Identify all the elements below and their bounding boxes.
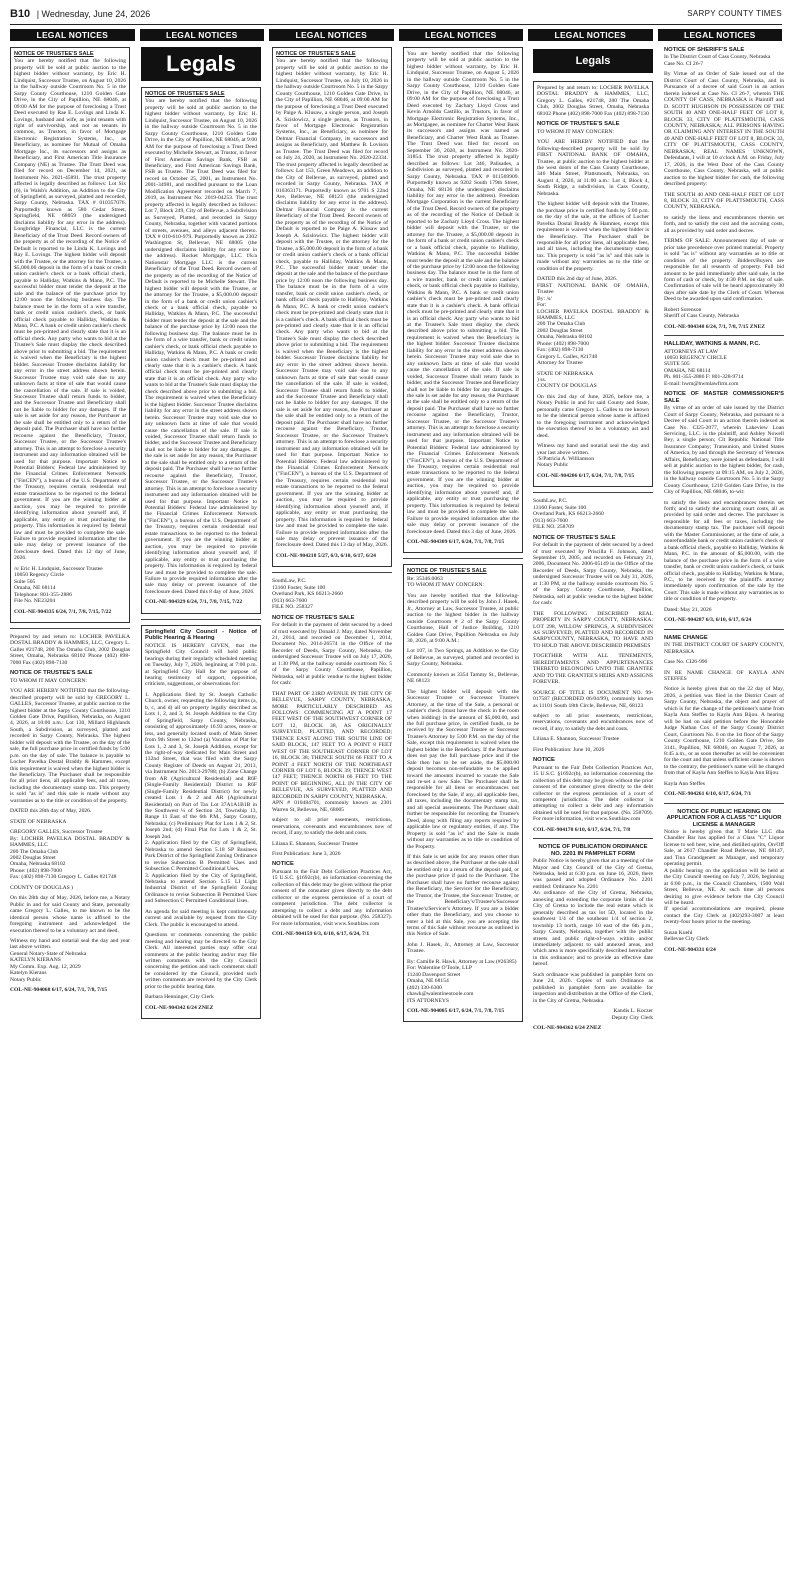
notice-acknowledgment: On this 28th day of May, 2026, before me, a Notary Public in and for said County and State, personally came Gregory L. Galles, to me known to be the identical person whose name is affixed to the foregoing instrument and acknowledged the execution thereof to be a voluntary act and deed.	[10, 895, 130, 934]
legals-banner-small: Legals	[533, 49, 653, 73]
notice-title: NOTICE OF TRUSTEE'S SALE	[533, 534, 616, 541]
notice-fdcpa: Pursuant to the Fair Debt Collection Practices Act, 15 U.S.C. §1692c(b), no information concerning the collection of this debt may be given without the prior consent of the consumer given directly to the debt collector or the express permission of a court of competent jurisdiction. The debt collector is attempting to collect a debt and any information obtained will be used for that purpose. (No. 258327). For more information, visit www.Southlaw.com	[272, 868, 392, 927]
notice-title: NAME CHANGE	[664, 634, 708, 641]
divider	[533, 838, 653, 839]
notice-witness: Witness my hand and notarial seal the day and year last above written. /S/Patricia A. Williamson Notary Public	[537, 443, 649, 469]
notice-code: COL-NE-904331 6/24	[664, 946, 716, 953]
notice-body: For default in the payment of debt secured by a deed of trust executed by Priscilla F. Johnson, dated September 19, 2005, and recorded on February 21, 2006, Document No. 2006-05149 in the Office of the Recorder of Deeds, Sarpy County, Nebraska, the undersigned Successor Trustee will on July 31, 2026, at 1:30 PM, at the hallway outside courtroom No. 5 of the Sarpy County Courthouse, Papillion, Nebraska, sell at public vendue to the highest bidder for cash:	[533, 542, 653, 607]
notice-terms: TERMS OF SALE: Announcement day of sale or prior take precedence over printed material. Property is sold "as is" without any warranties as to title or condition of the property. Bidders/Buyers are responsible for all research of property. Full bid amount to be paid immediately after said sale, in the form of cash or check, by 4:30 P.M. on day of sale. Confirmation of sale will be heard approximately 30 days after sale date by the Clerk of Court. Whereas Deed to be awarded upon said confirmation.	[664, 238, 784, 303]
notice-intro: Prepared by and return to: LOCHER PAVELKA DOSTAL BRADDY & HAMMES, LLC, Gregory L. Galles #21748, 200 The Omaha Club, 2002 Douglas Street, Omaha, Nebraska 68102 Phone (402) 898-7000 Fax (402) 898-7130	[10, 633, 130, 666]
newspaper-name: SARPY COUNTY TIMES	[687, 9, 782, 18]
notice-to: TO WHOM IT MAY CONCERN:	[537, 128, 614, 135]
notice-title: Springfield City Council - Notice of Public Hearing & Hearing	[145, 628, 257, 642]
notice-title: NOTICE OF MASTER COMMISSIONER'S SALE	[664, 391, 784, 404]
notice-set-aside: If this Sale is set aside for any reason other than as described above, the Purchaser at the sale shall be entitled only to a return of the deposit paid, or the purchase price if paid to the Purchaser. The Purchaser shall have no further recourse against the Beneficiary, the Servicer for the Beneficiary, the Trustor, the Trustee, the Successor Trustee, or the Beneficiary's/Trustee's/Successor Trustee's/Servicer's Attorney. If you are a bidder other than the Beneficiary, and you choose to enter a bid at this Sale, you are accepting the terms of this Sale without recourse as outlined in this Notice of Sale.	[407, 854, 519, 938]
divider	[403, 558, 523, 559]
notice-title: NOTICE OF TRUSTEE'S SALE	[537, 121, 620, 128]
notice-body: By Virtue of an Order of Sale issued out of the District Court of Cass County, Nebraska, and in Pursuance of a decree of said Court in an action therein indexed at Case No. CI 26-7, wherein THE COUNTY OF CASS, NEBRASKA is Plaintiff and D. SCOTT HUGHSON IN POSSESSION OF THE SOUTH 40 AND ONE-HALF FEET OF LOT 8, BLOCK 33, CITY OF PLATTSMOUTH, CASS COUNTY, NEBRASKA; ALL PERSONS HAVING OR CLAIMING ANY INTEREST IN THE SOUTH 40 AND ONE-HALF FEET OF LOT 8, BLOCK 33, CITY OF PLATTSMOUTH, CASS COUNTY, NEBRASKA; REAL NAMES UNKNOWN, Defendants, I will at 10 o'clock A.M. on Friday, July 17, 2026, in the West Door of the Cass County Courthouse, Cass County, Nebraska, sell at public auction to the highest bidder for cash, the following described property:	[664, 71, 784, 188]
notice-case: Case No. CI26-996	[664, 659, 708, 666]
notice-pamphlet: Such ordinance was published in pamphlet form on June 24, 2026. Copies of such Ordinance as published in pamphlet form are available for inspection and distribution at the Office of the Clerk, in the City of Gretna, Nebraska.	[533, 971, 653, 1004]
notice-questions: Questions or comments concerning the public meeting and hearing may be directed to the City Clerk. All interested parties may offer oral comments at the public hearing and/or may file written comments with the City Council concerning the petition and such comments shall be considered by the Council, provided such written comments are received by the City Clerk prior to the public hearing date.	[145, 932, 257, 990]
notice-dated: Dated: May 21, 2026	[664, 606, 712, 613]
notice-body: YOU ARE HEREBY NOTIFIED that the following-described property will be sold by FIRST NATIONAL BANK OF OMAHA, Trustee, at public auction to the highest bidder at the west doors of the Cass County Courthouse, 346 Main Street, Plattsmouth, Nebraska, on August 4, 2026, at 11:00 a.m.: Lot 4, Block 4, South Ridge, a subdivision, in Cass County, Nebraska.	[537, 139, 649, 197]
notice-trustee-sale-cross	[403, 47, 523, 553]
notice-code: COL-NE-904068 6/17, 6/24, 7/1, 7/8, 7/15	[10, 987, 108, 994]
notice-satisfy: to satisfy the liens and encumbrances therein set forth; and to satisfy the accruing court costs, all as provided by said order and decree. The purchaser is responsible for all fees or taxes, including the documentary stamp tax. The purchaser will deposit with the Master Commissioner, at the time of sale, a nonrefundable bank or credit union cashier's check or a bank official check, payable to Halliday, Watkins & Mann, P.C. in the amount of $5,000.00, with the balance of the purchase price in the form of a wire transfer, bank or credit union cashier's check, or bank official check, payable to Halliday, Watkins & Mann, P.C., to be received by the plaintiff's attorney immediately upon confirmation of the sale by the Court. This sale is made without any warranties as to title or condition of the property.	[664, 499, 784, 603]
legals-banner: Legals	[141, 47, 261, 81]
notice-body: For default in the payment of debt secured by a deed of trust executed by Donald J. May, dated November 21, 2014, and recorded on December 1, 2014, Document No. 2014-26574 in the Office of the Recorder of Deeds, Sarpy County, Nebraska, the undersigned Successor Trustee will on July 17, 2026, at 1:30 PM, at the hallway outside courtroom No. 5 of the Sarpy County Courthouse, Papillion, Nebraska, sell at public vendue to the highest bidder for cash:	[272, 622, 392, 687]
notice-subtitle: NOTICE	[272, 861, 294, 868]
notice-body: Notice is hereby given that on the 22 day of May, 2026, a petition was filed in the District Court of Sarpy County, Nebraska, the object and prayer of which is for the change of the petitioner's name from Kayla Ann Steffes to Kayla Ann Bijou. A hearing will be had on said petition before the Honorable Judge Nathan Cox of the Sarpy County District Court, Courtroom No. 6 on the 1st floor of the Sarpy County Courthouse, 1210 Golden Gate Drive, Ste 3141, Papillion, NE 68046, on August 7, 2026, at 8:45 a.m., or as soon thereafter as will be convenient for the court and that unless sufficient cause is shown to the contrary, the petitioner's name will be changed from that of Kayla Ann Steffes to Kayla Ann Bijou.	[664, 686, 784, 777]
notice-body: Notice is hereby given that T Marie LLC dba Chandler Bar has applied for a Class "C" Liquor license to sell beer, wine, and distilled spirits, On/Off Sale, at 2617 Chandler Road Bellevue, NE 68147, and Tina Grandgenett as Manager, and temporary operating permit. A public hearing on the application will be held at the City Council meeting on July 7, 2026, beginning at 6:00 p.m., in the Council Chambers, 1500 Wall Street, Bellevue, NE. At such time all persons desiring to give evidence before the City Council will be heard. If special accommodations are required, please contact the City Clerk at (402)293-3007 at least twenty-four hours prior to the meeting.	[664, 829, 784, 926]
notice-ordinance-2201	[533, 844, 653, 1031]
notice-subject: subject to all prior easements, restrictions, reservations, covenants and encumbrances now of record, if any, to satisfy the debt and costs.	[533, 712, 653, 732]
notice-agenda: An agenda for said meeting is kept continuously current and available by request from the City Clerk. The public is encouraged to attend.	[145, 908, 257, 928]
notice-signature: Susan Kuehl Bellevue City Clerk	[664, 929, 709, 943]
notice-code: COL-NE-904261 6/10, 6/17, 6/24, 7/1	[664, 791, 752, 798]
notice-dated: DATED this 28th day of May, 2026.	[10, 808, 92, 815]
notice-legal-description: THAT PART OF 23RD AVENUE IN THE CITY OF BELLEVUE, SARPY COUNTY, NEBRASKA, MORE PARTICULARLY DESCRIBED AS FOLLOWS: COMMENCING AT A POINT 17 FEET WEST OF THE SOUTHWEST CORNER OF LOT 12, BLOCK 38, AS ORIGINALLY SURVEYED, PLATTED, AND RECORDED; THENCE EAST ALONG THE SOUTH LINE OF SAID BLOCK, 147 FEET TO A POINT 8 FEET WEST OF THE SOUTHEAST CORNER OF LOT 16, BLOCK 38; THENCE SOUTH 66 FEET TO A POINT 4 FEET NORTH OF THE NORTHEAST CORNER OF LOT 6, BLOCK 39; THENCE WEST 147 FEET; THENCE NORTH 66 FEET TO THE POINT OF BEGINNING, ALL IN THE CITY OF BELLEVUE, AS SURVEYED, PLATTED AND RECORDED IN SARPY COUNTY, NEBRASKA. APN # 010484701, commonly known as 2301 Warren St, Bellevue, NE, 68005	[272, 690, 392, 813]
section-bar-3: LEGAL NOTICES	[269, 29, 394, 41]
notice-terms: The highest bidder will deposit with the Successor Trustee or Successor Trustee's Attorney, at the time of the Sale, a personal or cashier's check (must have the check in the room when bidding) in the amount of $5,000.00, and the full purchase price, in certified funds, to be received by the Successor Trustee or Successor Trustee's Attorney by 5:00 P.M. on the day of the Sale, except this requirement is waived when the highest bidder is the Beneficiary. If the Purchaser does not pay the full purchase price and if the Sale then has to be set aside, the $5,000.00 deposit becomes non-refundable to be applied toward the amounts incurred to vacate the Sale and re-set a new Sale. The Purchaser shall be responsible for all liens or encumbrances not foreclosed by the Sale, if any, all applicable fees, all taxes, including the documentary stamp tax, and all special assessments. The Purchaser shall further be responsible for recording the Trustee's Deed, along with filing any reports required by applicable law or regulatory entities, if any. The Property is sold "as is" and the Sale is made without any warranties as to title or condition of the Property.	[407, 688, 519, 850]
column-3	[272, 47, 392, 1572]
notice-acknowledgment: On this 2nd day of June, 2026, before me, a Notary Public in and for said County and State, personally came Gregory L. Galles to me known to be the identical person whose name is affixed to the foregoing instrument and acknowledged the execution thereof to be a voluntary act and deed.	[537, 393, 649, 439]
divider	[664, 335, 784, 336]
notice-springfield-hearing	[141, 625, 261, 1019]
column-1	[10, 47, 130, 1572]
notice-witness: Witness my hand and notarial seal the day and year last above written. General Notary-State of Nebraska KATELYN KIERANS My Comm. Exp. Aug. 12, 2029 Katelyn Kierans Notary Public	[10, 938, 130, 983]
notice-title: NOTICE OF TRUSTEE'S SALE	[145, 91, 225, 97]
notice-body: YOU ARE HEREBY NOTIFIED that the following-described property will be sold by GREGORY L. GALLES, Successor Trustee, at public auction to the highest bidder at the Sarpy County Courthouse, 1210 Golden Gate Drive, Papillion, Nebraska, on August 4, 2026, at 10:00 a.m.: Lot 130, Millard Highlands South, a Subdivision, as surveyed, platted and recorded in Sarpy County, Nebraska. The highest bidder will deposit with the Trustee, on the day of the sale, the full purchase price in certified funds by 5:00 p.m. on the day of sale. The balance is payable to Locher Pavelka Dostal Braddy & Hammes, except this requirement is waived when the highest bidder is the Beneficiary. The Purchaser shall be responsible for all prior liens, all applicable fees, and all taxes, including the documentary stamp tax. This property is sold "as is" and this sale is made without any warranties as to the title or condition of the property.	[10, 688, 130, 804]
notice-code: COL-NE-904335 6/24, 7/1, 7/8, 7/15, 7/22	[14, 608, 112, 615]
section-bar-1: LEGAL NOTICES	[10, 29, 135, 41]
notice-signature: Barbara Henninger, City Clerk	[145, 994, 214, 1001]
notice-fdcpa: Pursuant to the Fair Debt Collection Practices Act, 15 U.S.C. §1692c(b), no information concerning the collection of this debt may be given without the prior consent of the consumer given directly to the debt collector or the express permission of a court of competent jurisdiction. The debt collector is attempting to collect a debt and any information obtained will be used for that purpose. (No. 258709). For more information, visit www.Southlaw.com	[533, 764, 653, 823]
notice-signature: Robert Sorenson Sheriff of Cass County, Nebraska	[664, 306, 739, 320]
firm-address: ATTORNEYS AT LAW 10050 REGENCY CIRCLE SUITE 505 OMAHA, NE 68114 Ph. 801-355-2886 F: 801-328-9714 E-mail: hwm@hwmlawfirm.com	[664, 348, 744, 387]
notice-terms: The highest bidder will deposit with the Trustee, the purchase price in certified funds by 5:00 p.m. on the day of the sale, at the offices of Locher Pavelka Dostal Braddy & Hammes, except this requirement is waived when the highest bidder is the Beneficiary. The Purchaser shall be responsible for all prior liens, all applicable fees, and all taxes, including the documentary stamp tax. This property is sold "as is" and this sale is made without any warranties as to the title or condition of the property.	[537, 201, 649, 272]
notice-signature: /s/ Eric H. Lindquist, Successor Trustee 10050 Regency Circle Suite 505 Omaha, NE 68114 Telephone: 801-355-2886 File No. NE23204	[14, 565, 103, 605]
notice-state: STATE OF NEBRASKA ) ss. COUNTY OF DOUGLAS	[537, 370, 597, 390]
notice-trustee-sale-stewart	[141, 87, 261, 614]
section-bar-5: LEGAL NOTICES	[528, 29, 653, 41]
notice-court: IN THE DISTRICT COURT OF SARPY COUNTY, NEBRASKA	[664, 642, 784, 655]
column-4	[403, 47, 523, 1572]
column-5	[533, 47, 653, 1572]
notice-body: You are hereby notified that the following property will be sold at public auction to the highest bidder without warranty, by Eric H. Lindquist, Successor Trustee, on August 10, 2026 in the hallway outside Courtroom No. 5 in the Sarpy County Courthouse, 1210 Golden Gate Drive, in the City of Papillion, NE 68046, at 9:00 AM for the purpose of foreclosing a Trust Deed executed by Michelle Stewart, as Trustor, in favor of First American Savings Bank, FSB as Beneficiary, and First American Savings Bank, FSB as Trustee. The Trust Deed was filed for record on October 25, 2001, as Instrument No. 2001-34981, and modified pursuant to the Loan Modification Agreement recorded on March 7, 2019, as Instrument No. 2019-04253. The trust property affected is legally described as follows: Lot 7, Block 249, City of Bellevue, a Subdivision as Surveyed, Platted, and recorded in Sarpy County, Nebraska, together with vacated portions of streets, avenues, and alleys adjacent thereto. TAX # 010-610-979. Purportedly known as 2302 Washington St, Bellevue, NE 68005 (the undersigned disclaims liability for any error in the address). Rocket Mortgage, LLC f/k/a Nationstar Mortgage LLC is the current Beneficiary of the Trust Deed. Record owners of the property as of the recording of the Notice of Default is reported to be Michelle Stewart. The highest bidder will deposit with the Trustee, or the attorney for the Trustee, a $5,000.00 deposit in the form of a bank or credit union cashier's check or a bank official check, payable to Halliday, Watkins & Mann, P.C. The successful bidder must tender the deposit at the sale and the balance of the purchase price by 12:00 noon the following business day. The balance must be in the form of a wire transfer, bank or credit union cashier's check, or bank official check payable to Halliday, Watkins & Mann, P.C. A bank or credit union cashier's check must be pre-printed and clearly state that it is a cashier's check. A bank official check must be pre-printed and clearly state that it is an official check. Any party who wants to bid at the Trustee's Sale must display the check described above prior to submitting a bid. The requirement is waived when the Beneficiary is the highest bidder. Successor Trustee disclaims liability for any error in the street address shown herein. Successor Trustee may void sale due to any unknown facts at time of sale that would cause the cancellation of the sale. If sale is voided, Successor Trustee shall return funds to bidder, and the Successor Trustee and Beneficiary shall not be liable to bidder for any damages. If the sale is set aside for any reason, the Purchaser at the sale shall be entitled only to a return of the deposit paid. The Purchaser shall have no further recourse against the Beneficiary, Trustor, Successor Trustee, or the Successor Trustee's attorney. This is an attempt to foreclose a security instrument and any information obtained will be used for that purpose. Important Notice to Potential Bidders: Federal law administered by the Financial Crimes Enforcement Network ("FinCEN"), a bureau of the U.S. Department of the Treasury, requires certain residential real estate transactions to be reported to the federal government. If you are the winning bidder at auction, you may be required to provide identifying information about yourself and, if applicable, any entity or trust purchasing the property. This information is required by federal law and must be provided to complete the sale. Failure to provide required information after the sale may delay or prevent issuance of the foreclosure deed. Dated this 8 day of June, 2026.	[145, 98, 257, 595]
column-2	[141, 47, 261, 1572]
notice-items: 1. Applications filed by St. Joseph Catholic Church, owner, requesting the following items (a, b, c, and d) all on property legally described as Lots 1, 2, and 3, St. Joseph Addition to the City of Springfield, Sarpy County, Nebraska, consisting of approximately 16.93 acres, more or less, and generally located south of Main Street from 9th Street to 132nd (a) Vacation of Plat for Lots 1, 2 and 3, St. Joseph Addition, except for the right-of-way dedicated for Main Street and 132nd Street, that was filed with the Sarpy County Register of Deeds on August 21, 2013, via Instrument No. 2013-29788; (b) Zone Change from AR (Agricultural Residential) and R6F (Single-Family Residential) District to R6F (Single-Family Residential District) for newly created Lots 1 & 2 and AR (Agricultural Residential) on Part of Tax Lot 37A1A1B1B in the Southwest ¼ of Section 24, Township 13, Range 11 East of the 6th P.M., Sarpy County, Nebraska; (c) Preliminary Plat for Lots 1 & 2, St. Joseph 2nd; (d) Final Plat for Lots 1 & 2, St. Joseph 2nd. 2. Application filed by the City of Springfield, Nebraska to amend Section 5.18 SP Business Park District of the Springfield Zoning Ordinance to revise Subsection B Permitted Uses and Subsection C Permitted Conditional Uses. 3. Application filed by the City of Springfield, Nebraska to amend Section 5.15 LI Light Industrial District of the Springfield Zoning Ordinance to revise Subsection B Permitted Uses and Subsection C Permitted Conditional Uses.	[145, 691, 257, 905]
notice-title: NOTICE OF TRUSTEE'S SALE	[276, 51, 356, 57]
notice-body: Public Notice is hereby given that at a meeting of the Mayor and City Council of the City of Gretna, Nebraska, held at 6:30 p.m. on June 16, 2026, there was passed and adopted Ordinance No. 2201 entitled: Ordinance No. 2201 An ordinance of the City of Gretna, Nebraska, annexing and extending the corporate limits of the City of Gretna to include the real estate which is generally described as tax lot 5D, located in the southwest 1/4 of the southeast 1/4 of section 2, township 13 north, range 10 east of the 6th p.m., Sarpy County, Nebraska, together with the public streets and public right-of-ways within and/or immediately adjacent to said annexed areas, and which area is more specifically described hereinafter in this ordinance; and to provide an effective date hereof.	[533, 858, 653, 968]
notice-re: IN RE NAME CHANGE OF KAYLA ANN STEFFES	[664, 669, 784, 682]
section-bar-4: LEGAL NOTICES	[399, 29, 524, 41]
notice-code: COL-NE-904005 6/17, 6/24, 7/1, 7/8, 7/15	[407, 1007, 505, 1014]
notice-header: In The District Court of Cass County, Nebraska Case No. CI 26-7	[664, 54, 771, 67]
notice-signature: Liliana E. Shannon, Successor Trustee	[272, 840, 359, 847]
notice-legal-description: THE FOLLOWING DESCRIBED REAL PROPERTY IN SARPY COUNTY, NEBRASKA: LOT 298, WILLOW SPRINGS, A SUBDIVISION AS SURVEYED, PLATTED AND RECORDED IN SARPYCOUNTY, NEBRASKA, TO HAVE AND TO HOLD THE ABOVE DESCRIBED PREMISES	[533, 610, 653, 649]
divider	[533, 492, 653, 493]
notice-sheriff-sale	[664, 47, 784, 330]
notice-title: NOTICE OF PUBLICATION ORDINANCE NO. 2201 IN PAMPHLET FORM	[538, 844, 648, 857]
notice-publication: First Publication: June 10, 2026	[533, 746, 605, 753]
notice-signature: GREGORY GALLES, Successor Trustee By: LOCHER PAVELKA DOSTAL BRADDY & HAMMES, LLC 200 The Omaha Club 2002 Douglas Street Omaha, Nebraska 68102 Phone: (402) 898-7000 Fax: (402) 898-7130 Gregory L. Galles #21748	[10, 829, 130, 881]
notice-known-as: Commonly known as 3354 Tammy St., Bellevue, NE 68123	[407, 671, 519, 685]
notice-liquor-license	[664, 809, 784, 954]
notice-signature: John J. Hasek, Jr., Attorney at Law, Successor Trustee.	[407, 941, 519, 955]
divider	[141, 619, 261, 620]
section-bars	[10, 29, 782, 41]
notice-title: NOTICE OF TRUSTEE'S SALE	[10, 670, 93, 677]
notice-subject: subject to all prior easements, restrictions, reservations, covenants and encumbrances now of record, if any, to satisfy the debt and costs.	[272, 817, 392, 837]
notice-southlaw-258327	[272, 578, 392, 937]
notice-dated: DATED this 2nd day of June, 2026. FIRST NATIONAL BANK OF OMAHA, Trustee By: /s/ For: LOCHER PAVELKA DOSTAL BRADDY & HAMMES, LLC 200 The Omaha Club 2002 Douglas Street Omaha, Nebraska 68102 Phone: (402) 898-7000 Fax: (402) 898-7130 Gregory L. Galles, #21748 Attorney for Trustee	[537, 276, 649, 367]
notice-header: SouthLaw, P.C. 13160 Foster, Suite 100 Overland Park, KS 66213-2660 (913) 663-7600 FILE NO. 258327	[272, 578, 343, 611]
notice-county: COUNTY OF DOUGLAS )	[10, 884, 74, 891]
notice-code: COL-NE-904309 6/17, 6/24, 7/1, 7/8, 7/15	[407, 538, 505, 545]
firm-name: HALLIDAY, WATKINS & MANN, P.C.	[664, 341, 761, 348]
column-6	[664, 47, 784, 1572]
notice-title: NOTICE OF TRUSTEE'S SALE	[407, 568, 487, 575]
notice-body: You are hereby notified that the following property will be sold at public auction to the highest bidder without warranty, by Eric H. Lindquist, Successor Trustee, on August 5, 2026 in the hallway outside Courtroom No. 5 in the Sarpy County Courthouse, 1210 Golden Gate Drive, in the City of Papillion, NE 68046, at 09:00 AM for the purpose of foreclosing a Trust Deed executed by Zachary Lloyd Cross and Kevin Arnoldo Castillo, as Trustors, in favor of Mortgage Electronic Registration Systems, Inc., as Mortgagee, as nominee for Charter West Bank its successors and assigns was named as Beneficiary, and Charter West Bank as Trustee. The Trust Deed was filed for record on September 30, 2020, as Instrument No. 2020-31854. The trust property affected is legally described as follows: Lot 346, Palisades, a Subdivision as surveyed, platted and recorded in Sarpy County, Nebraska. TAX # 011569909. Purportedly known as 9202 South 179th Street, Omaha, NE 68136 (the undersigned disclaims liability for any error in the address). Freedom Mortgage Corporation is the current Beneficiary of the Trust Deed. Record owners of the property as of the recording of the Notice of Default is reported to be Zachary Lloyd Cross. The highest bidder will deposit with the Trustee, or the attorney for the Trustee, a $5,000.00 deposit in the form of a bank or credit union cashier's check or a bank official check, payable to Halliday, Watkins & Mann, P.C. The successful bidder must tender the deposit at the sale and the balance of the purchase price by 12:00 noon the following business day. The balance must be in the form of a wire transfer, bank or credit union cashier's check, or bank official check payable to Halliday, Watkins & Mann, P.C. A bank or credit union cashier's check must be pre-printed and clearly state that it is a cashier's check. A bank official check must be pre-printed and clearly state that it is an official check. Any party who wants to bid at the Trustee's Sale must display the check described above prior to submitting a bid. The requirement is waived when the Beneficiary is the highest bidder. Successor Trustee disclaims liability for any error in the street address shown herein. Successor Trustee may void sale due to any unknown facts at time of sale that would cause the cancellation of the sale. If sale is voided, Successor Trustee shall return funds to bidder, and the Successor Trustee and Beneficiary shall not be liable to bidder for any damages. If the sale is set aside for any reason, the Purchaser at the sale shall be entitled only to a return of the deposit paid. The Purchaser shall have no further recourse against the Beneficiary, Trustor, Successor Trustee, or the Successor Trustee's attorney. This is an attempt to foreclose a security instrument and any information obtained will be used for that purpose. Important Notice to Potential Bidders: Federal law administered by the Financial Crimes Enforcement Network ("FinCEN"), a bureau of the U.S. Department of the Treasury, requires certain residential real estate transactions to be reported to the federal government. If you are the winning bidder at auction, you may be required to provide identifying information about yourself and, if applicable, any entity or trust purchasing the property. This information is required by federal law and must be provided to complete the sale. Failure to provide required information after the sale may delay or prevent issuance of the foreclosure deed. Dated this 3 day of June, 2026.	[407, 51, 519, 535]
section-bar-6: LEGAL NOTICES	[658, 29, 783, 41]
page-date: | Wednesday, June 24, 2026	[36, 9, 151, 19]
notice-body: By virtue of an order of sale issued by the District Court of Sarpy County, Nebraska, and pursuant to a Decree of said Court in an action therein indexed as Case No. CI25-2077, wherein Lakeview Loan Servicing, LLC. is the plaintiff, and Ashley Nowell Bey, a single person; Clt Republic National Title Insurance Company; Transunion, and United States of America, by and through the Secretary of Veterans Affairs, Beneficiary, were joined as defendants, I will sell at public auction to the highest bidder, for cash, the following property at 09:15 AM, on July 2, 2026, in the hallway outside Courtroom No. 5 in the Sarpy County Courthouse, 1210 Golden Gate Drive, in the City of Papillion, NE 68046, to-wit:	[664, 405, 784, 496]
notice-state: STATE OF NEBRASKA	[10, 818, 67, 825]
divider	[664, 629, 784, 630]
notice-body: You are hereby notified that the following property will be sold at public auction to the highest bidder without warranty, by Eric H. Lindquist, Successor Trustee, on August 10, 2026 in the hallway outside Courtroom No. 5 in the Sarpy County Courthouse, 1210 Golden Gate Drive, in the City of Papillion, NE 68046, at 09:00 AM for the purpose of foreclosing a Trust Deed executed by Rae E. Lovings and Linda K. Lovings, husband and wife, as joint tenants with right of survivorship, and not as tenants in common, as Trustors, in favor of Mortgage Electronic Registration Systems, Inc., as Beneficiary, as nominee for Mutual of Omaha Mortgage Inc., its successors and assigns as Beneficiary, and First American Title Insurance Company (NE) as Trustee. The Trust Deed was filed for record on December 14, 2021, as Instrument No. 2021-45891. The trust property affected is legally described as follows: Lot Six (6), in Walsh's Addition, an Addition to the City of Springfield, as surveyed, platted and recorded, Sarpy County, Nebraska. TAX # 010357076. Purportedly known as 580 Cedar Street, Springfield, NE 68059 (the undersigned disclaims liability for any error in the address). Longbridge Financial, LLC is the current Beneficiary of the Trust Deed. Record owners of the property as of the recording of the Notice of Default is reported to be Linda K. Lovings and Ray E. Lovings. The highest bidder will deposit with the Trustee, or the attorney for the Trustee, a $5,000.00 deposit in the form of a bank or credit union cashier's check or a bank official check, payable to Halliday, Watkins & Mann, P.C. The successful bidder must tender the deposit at the sale and the balance of the purchase price by 12:00 noon the following business day. The balance must be in the form of a wire transfer, bank or credit union cashier's check, or bank official check payable to Halliday, Watkins & Mann, P.C. A bank or credit union cashier's check must be pre-printed and clearly state that it is an official check. Any party who wants to bid at the Trustee's Sale must display the check described above prior to submitting a bid. The requirement is waived when the Beneficiary is the highest bidder. Successor Trustee disclaims liability for any error in the street address shown herein. Successor Trustee may void sale due to any unknown facts at time of sale that would cause the cancellation of the sale. If sale is voided, Successor Trustee shall return funds to bidder, and the Successor Trustee and Beneficiary shall not be liable to bidder for any damages. If the sale is set aside for any reason, the Purchaser at the sale shall be entitled only to a return of the deposit paid. The Purchaser shall have no further recourse against the Beneficiary, Trustor, Successor Trustee, or the Successor Trustee's attorney. This is an attempt to foreclose a security instrument and any information obtained will be used for that purpose. Important Notice to Potential Bidders: Federal law administered by the Financial Crimes Enforcement Network ("FinCEN"), a bureau of the U.S. Department of the Treasury, requires certain residential real estate transactions to be reported to the federal government. If you are the winning bidder at auction, you may be required to provide identifying information about yourself and, if applicable, any entity or trust purchasing the property. This information is required by federal law and must be provided to complete the sale. Failure to provide required information after the sale may delay or prevent issuance of the foreclosure deed. Dated this 12 day of June, 2026.	[14, 58, 126, 562]
notice-satisfy: to satisfy the liens and encumbrances therein set forth, and to satisfy the cost and the accruing costs, all as provided by said order and decree.	[664, 214, 784, 234]
notice-code: COL-NE-904159 6/3, 6/10, 6/17, 6/24, 7/1	[272, 931, 370, 937]
notice-title: NOTICE OF TRUSTEE'S SALE	[14, 51, 94, 57]
notice-name-change	[664, 635, 784, 798]
notice-source: SOURCE OF TITLE IS DOCUMENT NO. 99-017587 (RECORDED 06/04/99), commonly known as 11101 South 18th Circle, Bellevue, NE, 68123	[533, 689, 653, 709]
notice-code: COL-NE-904170 6/10, 6/17, 6/24, 7/1, 7/8	[533, 826, 631, 833]
notice-code: COL-NE-904218 5/27, 6/3, 6/10, 6/17, 6/24	[276, 552, 376, 559]
notice-trustee-sale-galles	[10, 634, 130, 994]
divider	[664, 803, 784, 804]
section-bar-2: LEGAL NOTICES	[140, 29, 265, 41]
notice-southlaw-258709	[533, 498, 653, 833]
divider	[10, 628, 130, 629]
divider	[272, 572, 392, 573]
notice-intro: Prepared by and return to: LOCHER PAVELKA DOSTAL BRADDY & HAMMES, LLC, Gregory L. Galles, #21748, 200 The Omaha Club, 2002 Douglas Street, Omaha, Nebraska 68102 Phone (402) 898-7000 Fax (402) 898-7130	[537, 85, 649, 117]
page-number: B10	[10, 8, 31, 20]
notice-trustee-sale-cass	[533, 81, 653, 487]
notice-signature: Kandis L. Koczer Deputy City Clerk	[611, 1008, 653, 1021]
notice-code: COL-NE-904329 6/24, 7/1, 7/8, 7/15, 7/22	[145, 599, 243, 606]
notice-body: NOTICE IS HEREBY GIVEN, that the Springfield City Council will hold public hearings during their regularly scheduled meeting on Tuesday, July 7, 2026, beginning at 7:00 p.m. at Springfield City Hall for the purpose of hearing testimony of support, opposition, criticism, suggestions, or observations for:	[145, 642, 257, 688]
notice-master-commissioner	[664, 341, 784, 624]
notice-legal-description: THE SOUTH 40 AND ONE-HALF FEET OF LOT 8, BLOCK 33, CITY OF PLATTSMOUTH, CASS COUNTY, NEBRASKA.	[664, 191, 784, 211]
notice-trustee-sale-klusaw	[272, 47, 392, 567]
notice-code: COL-NE-904348 6/24, 7/1, 7/8, 7/15 ZNEZ	[664, 323, 766, 330]
notice-legal-description: Lot 107, in Two Springs, an Addition to the City of Bellevue, as surveyed, platted and recorded in Sarpy County, Nebraska.	[407, 648, 519, 668]
notice-code: COL-NE-904287 6/3, 6/10, 6/17, 6/24	[664, 617, 752, 624]
notice-code: COL-NE-904362 6/24 ZNEZ	[533, 1025, 602, 1031]
notice-signature: Liliana E. Shannon, Successor Trustee	[533, 736, 620, 743]
notice-signature: Kayla Ann Steffes	[664, 780, 705, 787]
notice-publication: First Publication: June 3, 2026	[272, 851, 341, 858]
notice-header: Re: 35346.0063 TO WHOM IT MAY CONCERN:	[407, 575, 484, 589]
notice-body: You are hereby notified that the following property will be sold at public auction to the highest bidder without warranty, by Eric H. Lindquist, Successor Trustee, on July 10, 2026 in the hallway outside Courtroom No. 5 in the Sarpy County Courthouse, 1210 Golden Gate Drive, in the City of Papillion, NE 68046, at 09:00 AM for the purpose of foreclosing a Trust Deed executed by Paige A. Klusaw, a single person, and Joseph A. Szislowicz, a single person, as Trustors, in favor of Mortgage Electronic Registration Systems, Inc., as Beneficiary, as nominee for Delmar Financial Company, its successors and assigns as Beneficiary, and Matthew B. Lovison as Trustee. The Trust Deed was filed for record on July 24, 2020, as Instrument No. 2020-22334. The trust property affected is legally described as follows: Lot 153, Green Meadows, an addition to the City of Bellevue, as surveyed, platted and recorded in Sarpy County, Nebraska. TAX # 010363171. Purportedly known as 9701 S 22nd Ave, Bellevue, NE 68123 (the undersigned disclaims liability for any error in the address). Delmar Financial Company is the current Beneficiary of the Trust Deed. Record owners of the property as of the recording of the Notice of Default is reported to be Paige A. Klusaw and Joseph A. Szislowicz. The highest bidder will deposit with the Trustee, or the attorney for the Trustee, a $5,000.00 deposit in the form of a bank or credit union cashier's check or a bank official check, payable to Halliday, Watkins & Mann, P.C. The successful bidder must tender the deposit at the sale and the balance of the purchase price by 12:00 noon the following business day. The balance must be in the form of a wire transfer, bank or credit union cashier's check, or bank official check payable to Halliday, Watkins & Mann, P.C. A bank or credit union cashier's check must be pre-printed and clearly state that it is a cashier's check. A bank official check must be pre-printed and clearly state that it is an official check. Any party who wants to bid at the Trustee's Sale must display the check described above prior to submitting a bid. The requirement is waived when the Beneficiary is the highest bidder. Successor Trustee disclaims liability for any error in the street address shown herein. Successor Trustee may void sale due to any unknown facts at time of sale that would cause the cancellation of the sale. If sale is voided, Successor Trustee shall return funds to bidder, and the Successor Trustee and Beneficiary shall not be liable to bidder for any damages. If the sale is set aside for any reason, the Purchaser at the sale shall be entitled only to a return of the deposit paid. The Purchaser shall have no further recourse against the Beneficiary, Trustor, Successor Trustee, or the Successor Trustee's attorney. This is an attempt to foreclose a security instrument and any information obtained will be used for that purpose. Important Notice to Potential Bidders: Federal law administered by the Financial Crimes Enforcement Network ("FinCEN"), a bureau of the U.S. Department of the Treasury, requires certain residential real estate transactions to be reported to the federal government. If you are the winning bidder at auction, you may be required to provide identifying information about yourself and, if applicable, any entity or trust purchasing the property. This information is required by federal law and must be provided to complete the sale. Failure to provide required information after the sale may delay or prevent issuance of the foreclosure deed. Dated this 13 day of May, 2026.	[276, 58, 388, 549]
notice-title: NOTICE OF SHERIFF'S SALE	[664, 47, 745, 53]
notice-body: You are hereby notified that the following-described property will be sold by John J. Hasek, Jr., Attorney at Law, Successor Trustee, at public auction to the highest bidder in the hallway outside Courtroom # 2 of the Sarpy County Courthouse, Hall of Justice Building, 1210 Golden Gate Drive, Papillion Nebraska on July 30, 2026, at 9:00 A.M.:	[407, 592, 519, 644]
notice-trustee-sale-lovings	[10, 47, 130, 623]
notice-title: NOTICE OF TRUSTEE'S SALE	[272, 614, 355, 621]
notice-code: COL-NE-904342 6/24 ZNEZ	[145, 1004, 214, 1011]
header-rule	[10, 24, 782, 25]
notice-subtitle: NOTICE	[533, 757, 555, 764]
notice-trustee-sale-hasek	[403, 564, 523, 1022]
notice-header: SouthLaw, P.C. 13160 Foster, Suite 100 Overland Park, KS 66213-2660 (913) 663-7600 FILE NO. 258709	[533, 498, 604, 531]
notice-attorney: By: Camille R. Hawk, Attorney at Law (#26385) For: Walentine O'Toole, LLP 11240 Davenport Street Omaha, NE 68154 (402) 330-6300 chawk@walentineotoole.com ITS ATTORNEYS	[407, 958, 517, 1004]
page-header	[10, 8, 782, 22]
notice-title: NOTICE OF PUBLIC HEARING ON APPLICATION FOR A CLASS "C" LIQUOR LICENSE & MANAGER	[666, 808, 782, 828]
notice-together: TOGETHER WITH ALL TENEMENTS, HEREDITAMENTS AND APPURTENANCES THERETO BELONGING UNTO THE GRANTEE AND TO THE GRANTEE'S HEIRS AND ASSIGNS FOREVER.	[533, 653, 653, 686]
notice-code: COL-NE-904206 6/17, 6/24, 7/1, 7/8, 7/15	[537, 472, 635, 479]
notice-to: TO WHOM IT MAY CONCERN:	[10, 677, 87, 684]
